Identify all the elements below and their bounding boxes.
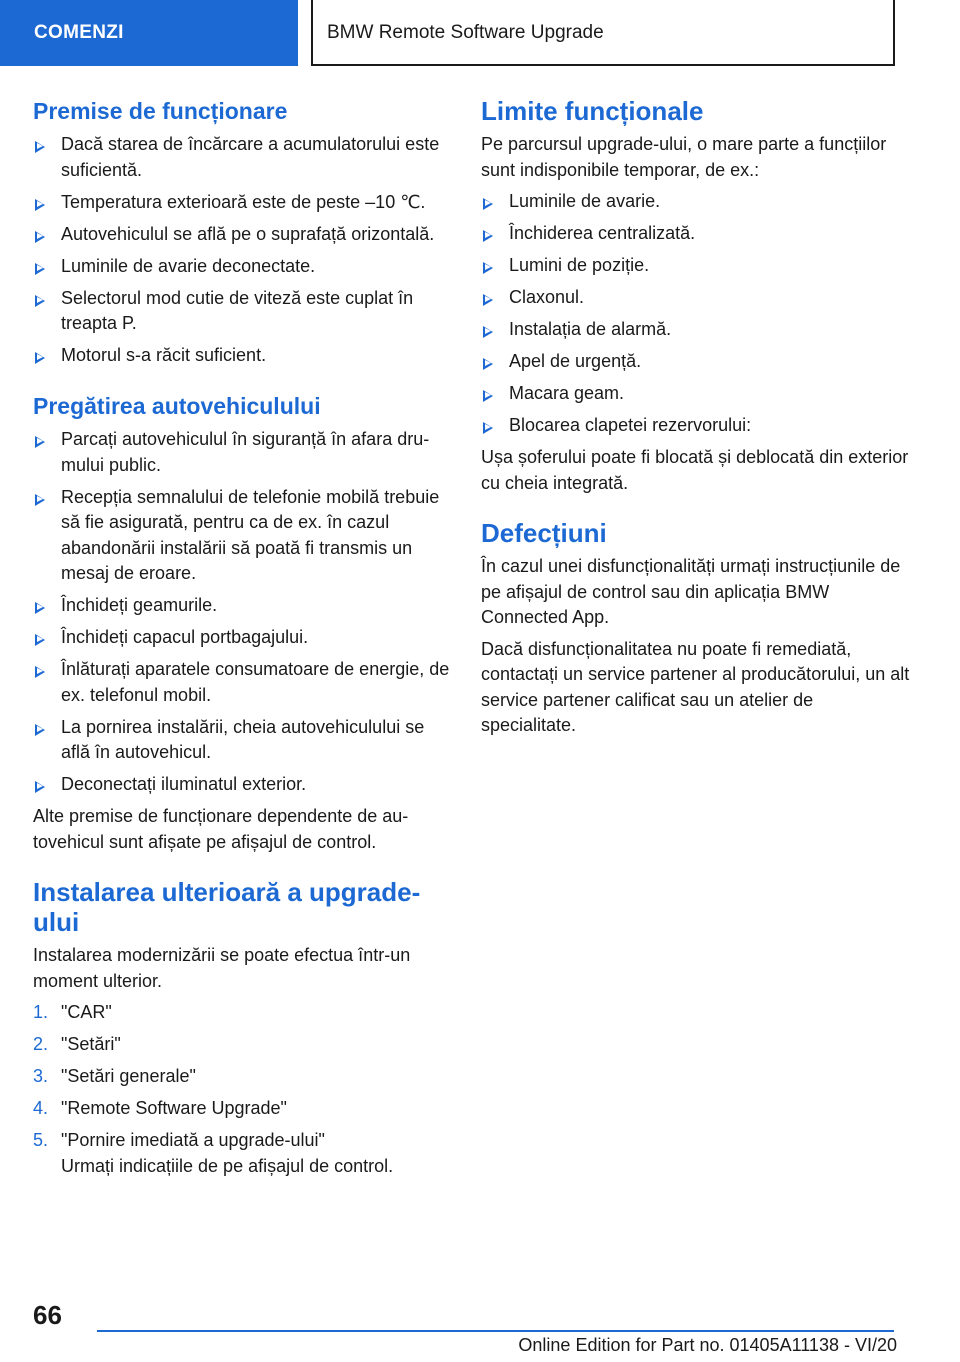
list-item: Macara geam. — [481, 381, 911, 407]
triangle-bullet-icon — [483, 198, 493, 210]
list-item: Înlăturați aparatele consumatoare de energie, de ex. telefonul mobil. — [33, 657, 453, 708]
step-item: 4. "Remote Software Upgrade" — [33, 1096, 453, 1122]
triangle-bullet-icon — [35, 634, 45, 646]
list-item: Selectorul mod cutie de viteză este cuplat în treapta P. — [33, 286, 453, 337]
triangle-bullet-icon — [35, 231, 45, 243]
triangle-bullet-icon — [483, 326, 493, 338]
instalare-intro: Instalarea modernizării se poate efectua într-un moment ulterior. — [33, 945, 411, 991]
step-number: 5. — [33, 1130, 49, 1150]
step-item: 2. "Setări" — [33, 1032, 453, 1058]
triangle-bullet-icon — [35, 781, 45, 793]
page-header — [0, 0, 960, 66]
left-column — [33, 96, 453, 1186]
pregatire-note: Alte premise de funcționare dependente de autovehicul sunt afișate pe afișajul de control. — [33, 806, 409, 852]
right-column — [481, 96, 911, 739]
footer-divider — [97, 1330, 894, 1332]
instalare-steps — [33, 1000, 453, 1179]
page-number: 66 — [33, 1300, 62, 1330]
heading-instalare: Instalarea ulterioară a upgrade-ului — [33, 877, 421, 937]
step-number: 3. — [33, 1066, 49, 1086]
triangle-bullet-icon — [35, 199, 45, 211]
defectiuni-p2: Dacă disfuncționalitatea nu poate fi remediată, contactați un service partener al producătorului, un alt service partener calificat sau un atelier de specialitate. — [481, 638, 910, 735]
step-followup: Urmați indicațiile de pe afișajul de control. — [61, 1155, 394, 1176]
list-item: Lumini de poziție. — [481, 253, 911, 279]
triangle-bullet-icon — [35, 263, 45, 275]
list-item: La pornirea instalării, cheia autovehiculului se află în autovehicul. — [33, 715, 453, 766]
triangle-bullet-icon — [35, 724, 45, 736]
triangle-bullet-icon — [35, 295, 45, 307]
list-item: Autovehiculul se află pe o suprafață orizontală. — [33, 222, 453, 248]
list-item: Instalația de alarmă. — [481, 317, 911, 343]
list-item: Temperatura exterioară este de peste –10 ℃. — [33, 190, 453, 216]
heading-limite: Limite funcționale — [481, 96, 704, 126]
list-item: Recepția semnalului de telefonie mobilă trebuie să fie asigurată, pentru ca de ex. în cazul abandonării instalării să poată fi transmis un mesaj de eroare. — [33, 485, 453, 587]
triangle-bullet-icon — [483, 294, 493, 306]
edition-footer: Online Edition for Part no. 01405A11138 - VI/20 — [518, 1335, 897, 1355]
list-item: Închiderea centralizată. — [481, 221, 911, 247]
list-item: Luminile de avarie deconectate. — [33, 254, 453, 280]
triangle-bullet-icon — [483, 262, 493, 274]
step-item: 3. "Setări generale" — [33, 1064, 453, 1090]
chapter-title: BMW Remote Software Upgrade — [311, 0, 895, 66]
triangle-bullet-icon — [35, 436, 45, 448]
triangle-bullet-icon — [35, 352, 45, 364]
list-item: Deconectați iluminatul exterior. — [33, 772, 453, 798]
heading-defectiuni: Defecțiuni — [481, 518, 607, 548]
step-number: 2. — [33, 1034, 49, 1054]
step-item: 5. "Pornire imediată a upgrade-ului" Urmați indicațiile de pe afișajul de control. — [33, 1130, 394, 1176]
triangle-bullet-icon — [483, 390, 493, 402]
heading-pregatire: Pregătirea autovehiculului — [33, 393, 321, 419]
list-item: Luminile de avarie. — [481, 189, 911, 215]
triangle-bullet-icon — [35, 494, 45, 506]
triangle-bullet-icon — [35, 666, 45, 678]
step-number: 1. — [33, 1002, 49, 1022]
defectiuni-p1: În cazul unei disfuncționalități urmați instrucțiunile de pe afișajul de control sau din aplicația BMW Connected App. — [481, 556, 901, 627]
limite-intro: Pe parcursul upgrade-ului, o mare parte a funcțiilor sunt indisponibile temporar, de ex.: — [481, 134, 887, 180]
triangle-bullet-icon — [483, 230, 493, 242]
list-item: Parcați autovehiculul în siguranță în afara drumului public. — [33, 427, 453, 478]
triangle-bullet-icon — [483, 358, 493, 370]
list-item: Claxonul. — [481, 285, 911, 311]
section-tab: COMENZI — [0, 0, 298, 66]
list-item: Închideți geamurile. — [33, 593, 453, 619]
heading-premise: Premise de funcționare — [33, 98, 288, 124]
premise-list — [33, 132, 453, 369]
list-item: Închideți capacul portbagajului. — [33, 625, 453, 651]
pregatire-list — [33, 427, 453, 798]
list-item: Apel de urgență. — [481, 349, 911, 375]
list-item: Blocarea clapetei rezervorului: — [481, 413, 911, 439]
step-number: 4. — [33, 1098, 49, 1118]
list-item: Dacă starea de încărcare a acumulatorului este suficientă. — [33, 132, 453, 183]
triangle-bullet-icon — [483, 422, 493, 434]
triangle-bullet-icon — [35, 602, 45, 614]
limite-note: Ușa șoferului poate fi blocată și deblocată din exterior cu cheia integrată. — [481, 447, 909, 493]
step-item: 1. "CAR" — [33, 1000, 453, 1026]
limite-list — [481, 189, 911, 439]
list-item: Motorul s-a răcit suficient. — [33, 343, 453, 369]
triangle-bullet-icon — [35, 141, 45, 153]
